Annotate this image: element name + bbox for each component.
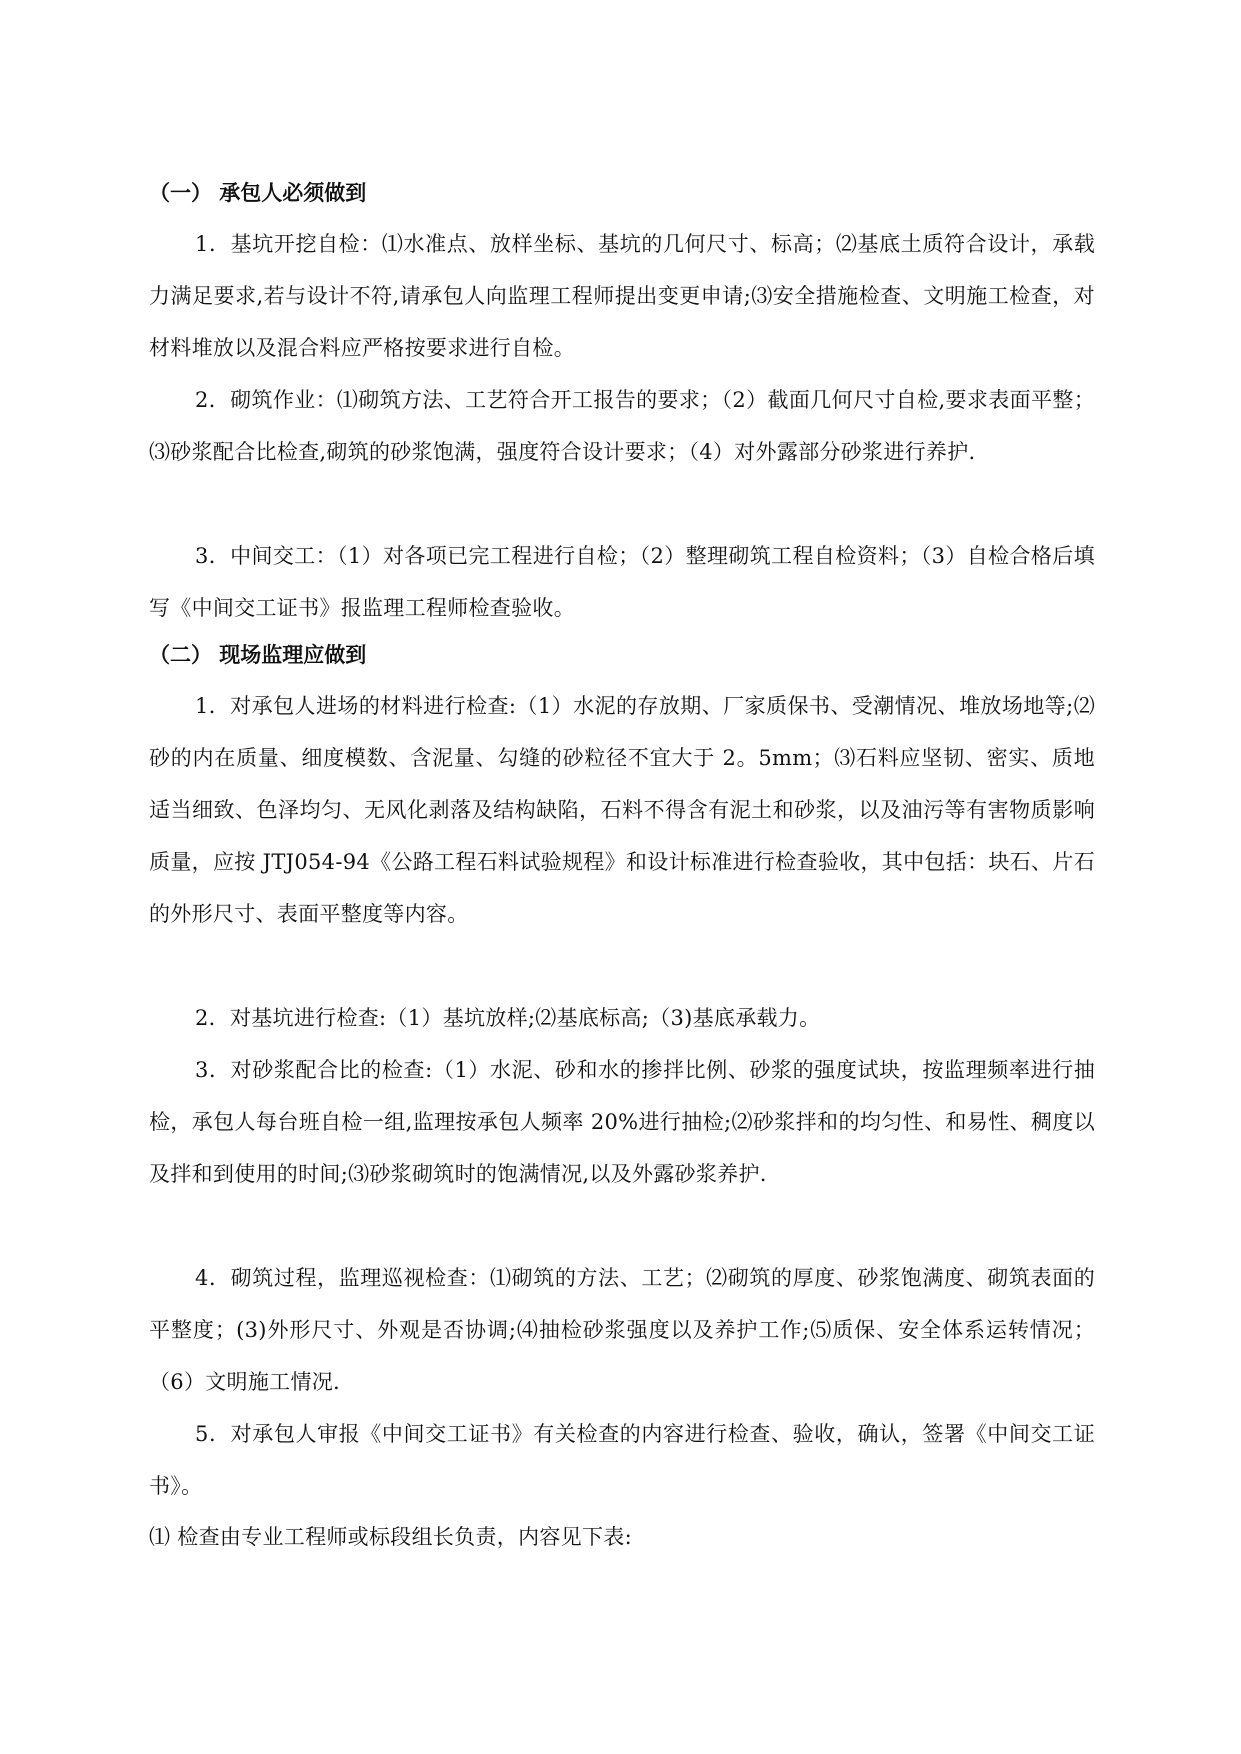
paragraph-foundation-pit-self-check: 1．基坑开挖自检：⑴水准点、放样坐标、基坑的几何尺寸、标高；⑵基底土质符合设计，承载力满足要求,若与设计不符,请承包人向监理工程师提出变更申请;⑶安全措施检查、文明施工检查，对材料堆放以及混合料应严格按要求进行自检。 [149,232,1095,360]
paragraph-masonry-patrol-inspection: 4．砌筑过程，监理巡视检查：⑴砌筑的方法、工艺；⑵砌筑的厚度、砂浆饱满度、砌筑表面的平整度；(3)外形尺寸、外观是否协调;⑷抽检砂浆强度以及养护工作;⑸质保、安全体系运转情况；（6）文明施工情况. [149,1266,1095,1394]
paragraph-material-inspection: 1．对承包人进场的材料进行检查:（1）水泥的存放期、厂家质保书、受潮情况、堆放场地等;⑵砂的内在质量、细度模数、含泥量、勾缝的砂粒径不宜大于 2。5mm；⑶石料应坚韧、密实、质地适当细致、色泽均匀、无风化剥落及结构缺陷，石料不得含有泥土和砂浆，以及油污等有害物质影响质量，应按 JTJ054-94《公路工程石料试验规程》和设计标准进行检查验收，其中包括：块石、片石的外形尺寸、表面平整度等内容。 [149,694,1095,926]
paragraph-intermediate-handover: 3．中间交工：（1）对各项已完工程进行自检；（2）整理砌筑工程自检资料；（3）自检合格后填写《中间交工证书》报监理工程师检查验收。 [149,544,1095,620]
paragraph-pit-inspection: 2．对基坑进行检查:（1）基坑放样;⑵基底标高;（3)基底承载力。 [195,1006,821,1030]
section-heading-contractor: （一） 承包人必须做到 [149,181,367,205]
paragraph-mortar-mix-inspection: 3．对砂浆配合比的检查:（1）水泥、砂和水的掺拌比例、砂浆的强度试块，按监理频率进行抽检，承包人每台班自检一组,监理按承包人频率 20%进行抽检;⑵砂浆拌和的均匀性、和易性、稠度以及拌和到使用的时间;⑶砂浆砌筑时的饱满情况,以及外露砂浆养护. [149,1058,1095,1186]
paragraph-masonry-work: 2．砌筑作业：⑴砌筑方法、工艺符合开工报告的要求；（2）截面几何尺寸自检,要求表面平整；⑶砂浆配合比检查,砌筑的砂浆饱满，强度符合设计要求；（4）对外露部分砂浆进行养护. [149,388,1095,464]
paragraph-handover-certificate: 5．对承包人审报《中间交工证书》有关检查的内容进行检查、验收，确认，签署《中间交工证书》。 [149,1422,1095,1498]
section-heading-supervision: （二） 现场监理应做到 [149,643,367,667]
note-inspection-responsibility: ⑴ 检查由专业工程师或标段组长负责，内容见下表: [149,1525,632,1549]
